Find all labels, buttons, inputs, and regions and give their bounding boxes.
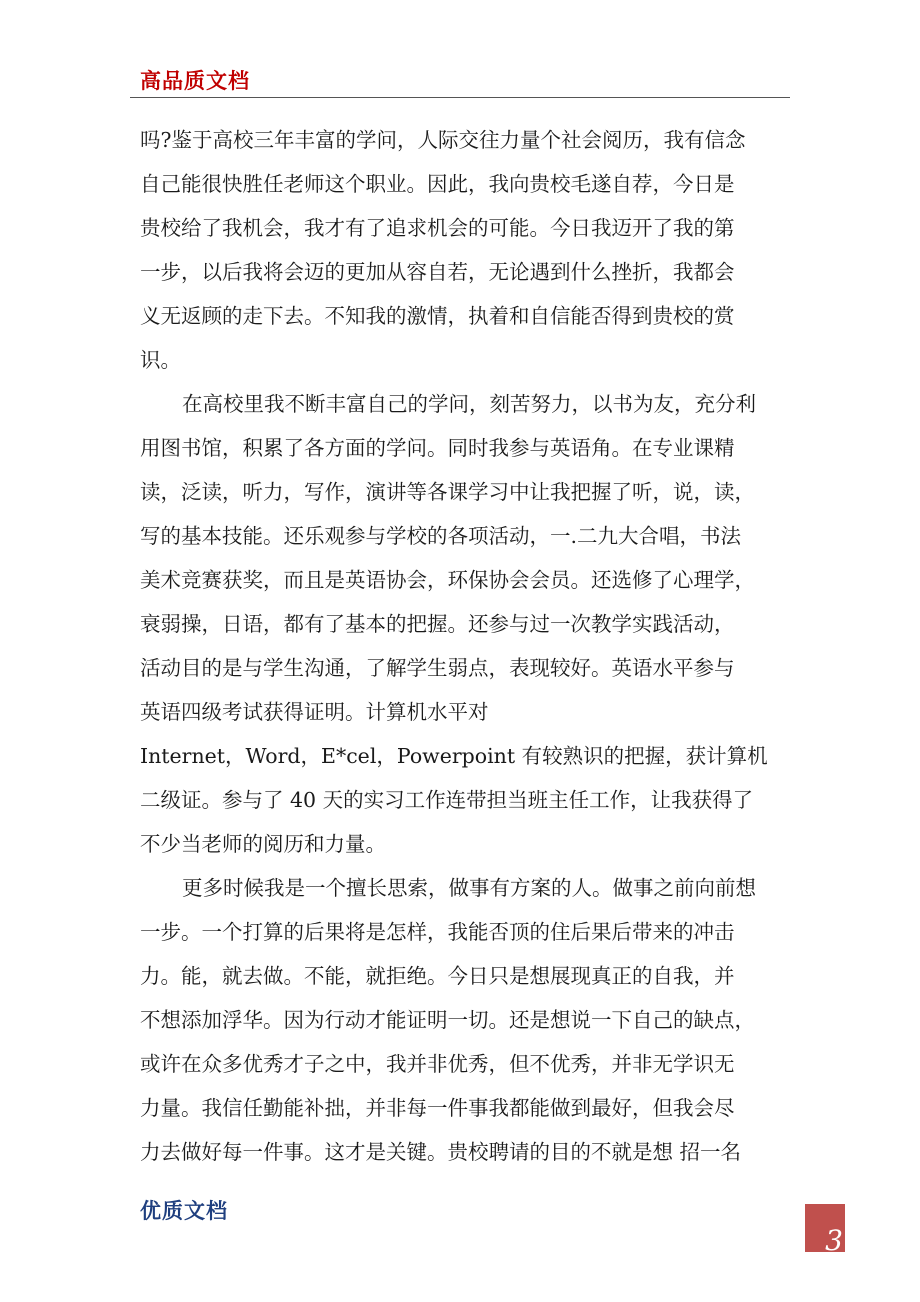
body-line: 不少当老师的阅历和力量。 [140, 832, 386, 856]
body-line: Internet，Word，E*cel，Powerpoint 有较熟识的把握，获计算机 [140, 744, 768, 768]
page-number: 3 [825, 1224, 843, 1252]
body-line: 自己能很快胜任老师这个职业。因此，我向贵校毛遂自荐，今日是 [140, 172, 735, 196]
body-line: 二级证。参与了 40 天的实习工作连带担当班主任工作，让我获得了 [140, 788, 754, 812]
footer-title: 优质文档 [140, 1199, 228, 1223]
paragraph-start-line: 在高校里我不断丰富自己的学问，刻苦努力，以书为友，充分利 [182, 392, 756, 416]
body-line: 不想添加浮华。因为行动才能证明一切。还是想说一下自己的缺点， [140, 1008, 755, 1032]
body-line: 一步。一个打算的后果将是怎样，我能否顶的住后果后带来的冲击 [140, 920, 735, 944]
body-line: 美术竞赛获奖，而且是英语协会，环保协会会员。还选修了心理学， [140, 568, 755, 592]
body-line: 一步，以后我将会迈的更加从容自若，无论遇到什么挫折，我都会 [140, 260, 735, 284]
body-line: 用图书馆，积累了各方面的学问。同时我参与英语角。在专业课精 [140, 436, 735, 460]
paragraph-start-line: 更多时候我是一个擅长思索，做事有方案的人。做事之前向前想 [182, 876, 756, 900]
body-line: 活动目的是与学生沟通，了解学生弱点，表现较好。英语水平参与 [140, 656, 735, 680]
body-line: 力量。我信任勤能补拙，并非每一件事我都能做到最好，但我会尽 [140, 1096, 735, 1120]
header-title: 高品质文档 [140, 69, 250, 93]
body-line: 力去做好每一件事。这才是关键。贵校聘请的目的不就是想 招一名 [140, 1140, 742, 1164]
header-divider [130, 97, 790, 98]
body-line: 或许在众多优秀才子之中，我并非优秀，但不优秀，并非无学识无 [140, 1052, 735, 1076]
body-line: 英语四级考试获得证明。计算机水平对 [140, 700, 489, 724]
body-line: 衰弱操，日语，都有了基本的把握。还参与过一次教学实践活动， [140, 612, 735, 636]
body-line: 力。能，就去做。不能，就拒绝。今日只是想展现真正的自我，并 [140, 964, 735, 988]
document-body [140, 118, 790, 1174]
body-line: 贵校给了我机会，我才有了追求机会的可能。今日我迈开了我的第 [140, 216, 735, 240]
body-line: 识。 [140, 348, 181, 372]
page-number-badge [805, 1204, 845, 1252]
body-line: 义无返顾的走下去。不知我的激情，执着和自信能否得到贵校的赏 [140, 304, 735, 328]
body-line: 写的基本技能。还乐观参与学校的各项活动，一.二九大合唱，书法 [140, 524, 742, 548]
body-line: 读，泛读，听力，写作，演讲等各课学习中让我把握了听，说，读， [140, 480, 755, 504]
body-line: 吗?鉴于高校三年丰富的学问，人际交往力量个社会阅历，我有信念 [140, 128, 746, 152]
